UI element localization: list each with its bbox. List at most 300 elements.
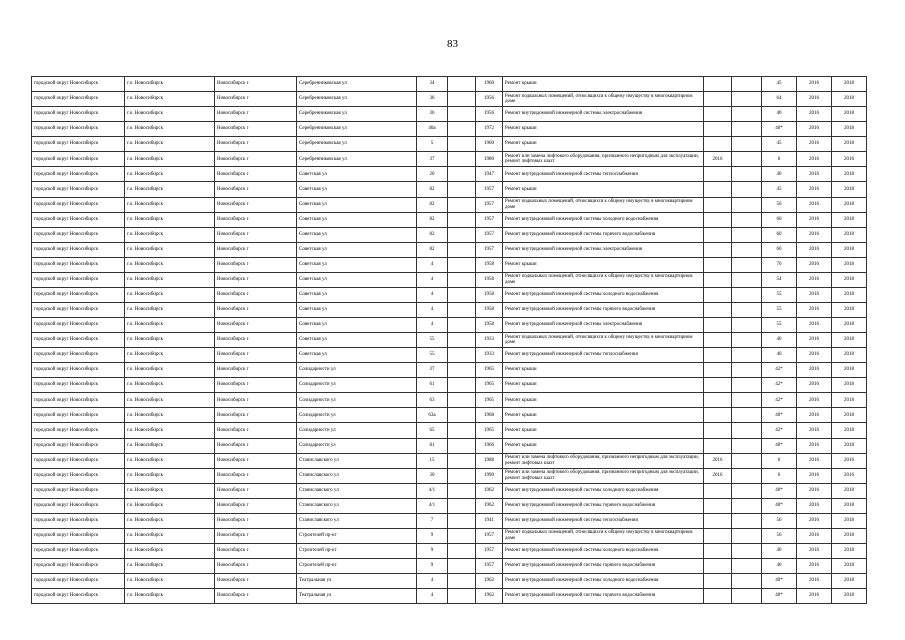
blank-cell bbox=[448, 423, 476, 438]
wear-percent-cell: 56 bbox=[762, 528, 797, 543]
work-type-cell: Ремонт крыши bbox=[503, 438, 704, 453]
work-type-cell: Ремонт или замена лифтового оборудования, признанного непригодным для эксплуатации, ремонт лифтовых шахт bbox=[503, 152, 704, 167]
locality-cell: Новосибирск г bbox=[215, 483, 297, 498]
plan-start-cell: 2016 bbox=[797, 528, 832, 543]
municipality-cell: городской округ Новосибирск bbox=[32, 408, 125, 423]
municipality-cell: городской округ Новосибирск bbox=[32, 212, 125, 227]
house-number-cell: 36 bbox=[417, 107, 448, 122]
street-cell: Советская ул bbox=[297, 348, 417, 363]
street-cell: Советская ул bbox=[297, 302, 417, 317]
lift-year-cell bbox=[704, 483, 732, 498]
district-cell: г.о. Новосибирск bbox=[125, 468, 215, 483]
street-cell: Советская ул bbox=[297, 318, 417, 333]
work-type-cell: Ремонт внутридомовой инженерной системы холодного водоснабжения bbox=[503, 483, 704, 498]
blank-cell-2 bbox=[732, 182, 762, 197]
plan-start-cell: 2016 bbox=[797, 77, 832, 92]
plan-start-cell: 2016 bbox=[797, 363, 832, 378]
blank-cell bbox=[448, 574, 476, 589]
lift-year-cell bbox=[704, 272, 732, 287]
blank-cell-2 bbox=[732, 468, 762, 483]
lift-year-cell bbox=[704, 242, 732, 257]
year-built-cell: 1957 bbox=[476, 212, 503, 227]
locality-cell: Новосибирск г bbox=[215, 77, 297, 92]
work-type-cell: Ремонт крыши bbox=[503, 257, 704, 272]
plan-end-cell: 2018 bbox=[832, 393, 867, 408]
locality-cell: Новосибирск г bbox=[215, 287, 297, 302]
year-built-cell: 1965 bbox=[476, 378, 503, 393]
table-row bbox=[32, 287, 867, 302]
lift-year-cell bbox=[704, 393, 732, 408]
municipality-cell: городской округ Новосибирск bbox=[32, 363, 125, 378]
house-number-cell: 4 bbox=[417, 302, 448, 317]
blank-cell bbox=[448, 333, 476, 348]
locality-cell: Новосибирск г bbox=[215, 559, 297, 574]
locality-cell: Новосибирск г bbox=[215, 302, 297, 317]
plan-end-cell: 2018 bbox=[832, 363, 867, 378]
street-cell: Советская ул bbox=[297, 272, 417, 287]
year-built-cell: 1933 bbox=[476, 348, 503, 363]
blank-cell-2 bbox=[732, 574, 762, 589]
work-type-cell: Ремонт внутридомовой инженерной системы холодного водоснабжения bbox=[503, 287, 704, 302]
locality-cell: Новосибирск г bbox=[215, 543, 297, 558]
house-number-cell: 4/1 bbox=[417, 483, 448, 498]
lift-year-cell bbox=[704, 438, 732, 453]
lift-year-cell bbox=[704, 92, 732, 107]
locality-cell: Новосибирск г bbox=[215, 393, 297, 408]
work-type-cell: Ремонт подвальных помещений, относящихся к общему имуществу в многоквартирном доме bbox=[503, 92, 704, 107]
blank-cell bbox=[448, 528, 476, 543]
wear-percent-cell: 40* bbox=[762, 483, 797, 498]
wear-percent-cell: 42* bbox=[762, 363, 797, 378]
house-number-cell: 65 bbox=[417, 423, 448, 438]
street-cell: Станиславского ул bbox=[297, 468, 417, 483]
street-cell: Советская ул bbox=[297, 182, 417, 197]
locality-cell: Новосибирск г bbox=[215, 92, 297, 107]
district-cell: г.о. Новосибирск bbox=[125, 287, 215, 302]
wear-percent-cell: 55 bbox=[762, 302, 797, 317]
year-built-cell: 1988 bbox=[476, 453, 503, 468]
plan-end-cell: 2018 bbox=[832, 408, 867, 423]
street-cell: Советская ул bbox=[297, 212, 417, 227]
street-cell: Серебренниковская ул bbox=[297, 122, 417, 137]
plan-start-cell: 2016 bbox=[797, 483, 832, 498]
blank-cell-2 bbox=[732, 257, 762, 272]
work-type-cell: Ремонт крыши bbox=[503, 122, 704, 137]
blank-cell bbox=[448, 77, 476, 92]
municipality-cell: городской округ Новосибирск bbox=[32, 167, 125, 182]
year-built-cell: 1960 bbox=[476, 77, 503, 92]
blank-cell-2 bbox=[732, 378, 762, 393]
locality-cell: Новосибирск г bbox=[215, 574, 297, 589]
table-row bbox=[32, 92, 867, 107]
street-cell: Станиславского ул bbox=[297, 483, 417, 498]
house-number-cell: 4 bbox=[417, 574, 448, 589]
plan-start-cell: 2016 bbox=[797, 453, 832, 468]
blank-cell-2 bbox=[732, 438, 762, 453]
work-type-cell: Ремонт подвальных помещений, относящихся к общему имуществу в многоквартирном доме bbox=[503, 528, 704, 543]
lift-year-cell bbox=[704, 543, 732, 558]
table-row bbox=[32, 438, 867, 453]
house-number-cell: 30 bbox=[417, 468, 448, 483]
plan-start-cell: 2016 bbox=[797, 513, 832, 528]
plan-end-cell: 2018 bbox=[832, 227, 867, 242]
plan-end-cell: 2016 bbox=[832, 152, 867, 167]
blank-cell-2 bbox=[732, 212, 762, 227]
lift-year-cell bbox=[704, 197, 732, 212]
blank-cell-2 bbox=[732, 122, 762, 137]
district-cell: г.о. Новосибирск bbox=[125, 227, 215, 242]
lift-year-cell bbox=[704, 137, 732, 152]
district-cell: г.о. Новосибирск bbox=[125, 423, 215, 438]
wear-percent-cell: 60 bbox=[762, 242, 797, 257]
plan-end-cell: 2018 bbox=[832, 197, 867, 212]
street-cell: Советская ул bbox=[297, 333, 417, 348]
year-built-cell: 1957 bbox=[476, 227, 503, 242]
house-number-cell: 20 bbox=[417, 167, 448, 182]
municipality-cell: городской округ Новосибирск bbox=[32, 574, 125, 589]
blank-cell bbox=[448, 498, 476, 513]
plan-end-cell: 2018 bbox=[832, 137, 867, 152]
wear-percent-cell: 45 bbox=[762, 77, 797, 92]
plan-start-cell: 2016 bbox=[797, 423, 832, 438]
plan-start-cell: 2016 bbox=[797, 543, 832, 558]
plan-start-cell: 2016 bbox=[797, 107, 832, 122]
blank-cell-2 bbox=[732, 242, 762, 257]
house-number-cell: 9 bbox=[417, 543, 448, 558]
blank-cell-2 bbox=[732, 302, 762, 317]
plan-start-cell: 2016 bbox=[797, 438, 832, 453]
lift-year-cell bbox=[704, 182, 732, 197]
year-built-cell: 1947 bbox=[476, 167, 503, 182]
table-row bbox=[32, 107, 867, 122]
table-row bbox=[32, 167, 867, 182]
district-cell: г.о. Новосибирск bbox=[125, 348, 215, 363]
plan-start-cell: 2016 bbox=[797, 468, 832, 483]
house-number-cell: 15 bbox=[417, 453, 448, 468]
plan-end-cell: 2018 bbox=[832, 589, 867, 604]
district-cell: г.о. Новосибирск bbox=[125, 302, 215, 317]
municipality-cell: городской округ Новосибирск bbox=[32, 468, 125, 483]
blank-cell-2 bbox=[732, 77, 762, 92]
house-number-cell: 4/1 bbox=[417, 498, 448, 513]
plan-end-cell: 2018 bbox=[832, 378, 867, 393]
year-built-cell: 1958 bbox=[476, 272, 503, 287]
table-row bbox=[32, 302, 867, 317]
year-built-cell: 1962 bbox=[476, 589, 503, 604]
district-cell: г.о. Новосибирск bbox=[125, 182, 215, 197]
blank-cell-2 bbox=[732, 197, 762, 212]
locality-cell: Новосибирск г bbox=[215, 408, 297, 423]
lift-year-cell: 2016 bbox=[704, 152, 732, 167]
wear-percent-cell: 40 bbox=[762, 348, 797, 363]
table-row bbox=[32, 378, 867, 393]
district-cell: г.о. Новосибирск bbox=[125, 453, 215, 468]
blank-cell-2 bbox=[732, 408, 762, 423]
plan-end-cell: 2018 bbox=[832, 92, 867, 107]
blank-cell bbox=[448, 137, 476, 152]
wear-percent-cell: 45 bbox=[762, 137, 797, 152]
lift-year-cell bbox=[704, 107, 732, 122]
wear-percent-cell: 40 bbox=[762, 543, 797, 558]
municipality-cell: городской округ Новосибирск bbox=[32, 528, 125, 543]
year-built-cell: 1962 bbox=[476, 483, 503, 498]
house-number-cell: 9 bbox=[417, 559, 448, 574]
wear-percent-cell: 64 bbox=[762, 92, 797, 107]
blank-cell-2 bbox=[732, 423, 762, 438]
wear-percent-cell: 60 bbox=[762, 212, 797, 227]
plan-end-cell: 2018 bbox=[832, 242, 867, 257]
street-cell: Советская ул bbox=[297, 242, 417, 257]
district-cell: г.о. Новосибирск bbox=[125, 498, 215, 513]
municipality-cell: городской округ Новосибирск bbox=[32, 227, 125, 242]
district-cell: г.о. Новосибирск bbox=[125, 152, 215, 167]
work-type-cell: Ремонт крыши bbox=[503, 137, 704, 152]
house-number-cell: 4 bbox=[417, 589, 448, 604]
plan-end-cell: 2018 bbox=[832, 528, 867, 543]
district-cell: г.о. Новосибирск bbox=[125, 318, 215, 333]
lift-year-cell bbox=[704, 559, 732, 574]
municipality-cell: городской округ Новосибирск bbox=[32, 242, 125, 257]
work-type-cell: Ремонт крыши bbox=[503, 423, 704, 438]
municipality-cell: городской округ Новосибирск bbox=[32, 483, 125, 498]
blank-cell-2 bbox=[732, 227, 762, 242]
district-cell: г.о. Новосибирск bbox=[125, 574, 215, 589]
plan-start-cell: 2016 bbox=[797, 302, 832, 317]
table-row bbox=[32, 423, 867, 438]
lift-year-cell: 2016 bbox=[704, 468, 732, 483]
blank-cell-2 bbox=[732, 107, 762, 122]
year-built-cell: 1957 bbox=[476, 197, 503, 212]
work-type-cell: Ремонт подвальных помещений, относящихся к общему имуществу в многоквартирном доме bbox=[503, 272, 704, 287]
locality-cell: Новосибирск г bbox=[215, 348, 297, 363]
district-cell: г.о. Новосибирск bbox=[125, 212, 215, 227]
municipality-cell: городской округ Новосибирск bbox=[32, 152, 125, 167]
locality-cell: Новосибирск г bbox=[215, 107, 297, 122]
work-type-cell: Ремонт крыши bbox=[503, 182, 704, 197]
district-cell: г.о. Новосибирск bbox=[125, 438, 215, 453]
plan-end-cell: 2018 bbox=[832, 257, 867, 272]
year-built-cell: 1965 bbox=[476, 393, 503, 408]
year-built-cell: 1960 bbox=[476, 137, 503, 152]
work-type-cell: Ремонт или замена лифтового оборудования, признанного непригодным для эксплуатации, ремонт лифтовых шахт bbox=[503, 468, 704, 483]
wear-percent-cell: 6 bbox=[762, 468, 797, 483]
locality-cell: Новосибирск г bbox=[215, 152, 297, 167]
plan-start-cell: 2016 bbox=[797, 137, 832, 152]
plan-end-cell: 2018 bbox=[832, 302, 867, 317]
table-row bbox=[32, 468, 867, 483]
blank-cell-2 bbox=[732, 152, 762, 167]
municipality-cell: городской округ Новосибирск bbox=[32, 589, 125, 604]
blank-cell-2 bbox=[732, 167, 762, 182]
house-number-cell: 9 bbox=[417, 528, 448, 543]
year-built-cell: 1965 bbox=[476, 423, 503, 438]
house-number-cell: 63а bbox=[417, 408, 448, 423]
locality-cell: Новосибирск г bbox=[215, 513, 297, 528]
wear-percent-cell: 56 bbox=[762, 197, 797, 212]
table-row bbox=[32, 589, 867, 604]
blank-cell-2 bbox=[732, 363, 762, 378]
year-built-cell: 1956 bbox=[476, 107, 503, 122]
street-cell: Советская ул bbox=[297, 257, 417, 272]
table-row bbox=[32, 182, 867, 197]
plan-end-cell: 2018 bbox=[832, 438, 867, 453]
locality-cell: Новосибирск г bbox=[215, 438, 297, 453]
street-cell: Солидарности ул bbox=[297, 408, 417, 423]
street-cell: Солидарности ул bbox=[297, 393, 417, 408]
blank-cell-2 bbox=[732, 483, 762, 498]
plan-end-cell: 2018 bbox=[832, 212, 867, 227]
lift-year-cell bbox=[704, 589, 732, 604]
blank-cell bbox=[448, 318, 476, 333]
blank-cell-2 bbox=[732, 559, 762, 574]
plan-end-cell: 2018 bbox=[832, 543, 867, 558]
blank-cell bbox=[448, 513, 476, 528]
work-type-cell: Ремонт внутридомовой инженерной системы теплоснабжения bbox=[503, 513, 704, 528]
wear-percent-cell: 40 bbox=[762, 333, 797, 348]
work-type-cell: Ремонт внутридомовой инженерной системы электроснабжения bbox=[503, 318, 704, 333]
plan-start-cell: 2016 bbox=[797, 92, 832, 107]
plan-end-cell: 2018 bbox=[832, 574, 867, 589]
lift-year-cell bbox=[704, 348, 732, 363]
locality-cell: Новосибирск г bbox=[215, 363, 297, 378]
plan-start-cell: 2016 bbox=[797, 589, 832, 604]
wear-percent-cell: 45 bbox=[762, 182, 797, 197]
work-type-cell: Ремонт крыши bbox=[503, 393, 704, 408]
wear-percent-cell: 55 bbox=[762, 318, 797, 333]
plan-end-cell: 2018 bbox=[832, 423, 867, 438]
locality-cell: Новосибирск г bbox=[215, 528, 297, 543]
house-number-cell: 7 bbox=[417, 513, 448, 528]
street-cell: Советская ул bbox=[297, 197, 417, 212]
wear-percent-cell: 40 bbox=[762, 559, 797, 574]
street-cell: Серебренниковская ул bbox=[297, 137, 417, 152]
year-built-cell: 1962 bbox=[476, 574, 503, 589]
district-cell: г.о. Новосибирск bbox=[125, 197, 215, 212]
table-row bbox=[32, 543, 867, 558]
locality-cell: Новосибирск г bbox=[215, 212, 297, 227]
lift-year-cell bbox=[704, 513, 732, 528]
plan-end-cell: 2016 bbox=[832, 468, 867, 483]
table-row bbox=[32, 453, 867, 468]
plan-start-cell: 2016 bbox=[797, 257, 832, 272]
district-cell: г.о. Новосибирск bbox=[125, 167, 215, 182]
locality-cell: Новосибирск г bbox=[215, 318, 297, 333]
blank-cell bbox=[448, 272, 476, 287]
house-number-cell: 82 bbox=[417, 197, 448, 212]
wear-percent-cell: 6 bbox=[762, 453, 797, 468]
locality-cell: Новосибирск г bbox=[215, 257, 297, 272]
municipality-cell: городской округ Новосибирск bbox=[32, 197, 125, 212]
municipality-cell: городской округ Новосибирск bbox=[32, 513, 125, 528]
plan-end-cell: 2018 bbox=[832, 318, 867, 333]
blank-cell-2 bbox=[732, 589, 762, 604]
plan-start-cell: 2016 bbox=[797, 152, 832, 167]
municipality-cell: городской округ Новосибирск bbox=[32, 302, 125, 317]
blank-cell bbox=[448, 483, 476, 498]
year-built-cell: 1933 bbox=[476, 333, 503, 348]
year-built-cell: 1980 bbox=[476, 152, 503, 167]
lift-year-cell bbox=[704, 122, 732, 137]
lift-year-cell bbox=[704, 167, 732, 182]
lift-year-cell bbox=[704, 363, 732, 378]
locality-cell: Новосибирск г bbox=[215, 197, 297, 212]
house-number-cell: 34 bbox=[417, 77, 448, 92]
wear-percent-cell: 42* bbox=[762, 378, 797, 393]
blank-cell-2 bbox=[732, 543, 762, 558]
table-row bbox=[32, 393, 867, 408]
locality-cell: Новосибирск г bbox=[215, 589, 297, 604]
blank-cell bbox=[448, 197, 476, 212]
blank-cell-2 bbox=[732, 453, 762, 468]
municipality-cell: городской округ Новосибирск bbox=[32, 77, 125, 92]
district-cell: г.о. Новосибирск bbox=[125, 363, 215, 378]
municipality-cell: городской округ Новосибирск bbox=[32, 333, 125, 348]
lift-year-cell bbox=[704, 408, 732, 423]
district-cell: г.о. Новосибирск bbox=[125, 333, 215, 348]
house-number-cell: 82 bbox=[417, 227, 448, 242]
plan-start-cell: 2016 bbox=[797, 227, 832, 242]
year-built-cell: 1958 bbox=[476, 318, 503, 333]
blank-cell-2 bbox=[732, 287, 762, 302]
plan-end-cell: 2018 bbox=[832, 513, 867, 528]
wear-percent-cell: 70 bbox=[762, 257, 797, 272]
plan-end-cell: 2018 bbox=[832, 167, 867, 182]
blank-cell bbox=[448, 287, 476, 302]
street-cell: Строителей пр-кт bbox=[297, 528, 417, 543]
street-cell: Солидарности ул bbox=[297, 363, 417, 378]
work-type-cell: Ремонт внутридомовой инженерной системы электроснабжения bbox=[503, 242, 704, 257]
year-built-cell: 1957 bbox=[476, 528, 503, 543]
table-row bbox=[32, 574, 867, 589]
district-cell: г.о. Новосибирск bbox=[125, 137, 215, 152]
street-cell: Солидарности ул bbox=[297, 378, 417, 393]
lift-year-cell bbox=[704, 302, 732, 317]
blank-cell bbox=[448, 453, 476, 468]
municipality-cell: городской округ Новосибирск bbox=[32, 393, 125, 408]
house-number-cell: 37 bbox=[417, 363, 448, 378]
work-type-cell: Ремонт внутридомовой инженерной системы горячего водоснабжения bbox=[503, 498, 704, 513]
wear-percent-cell: 40 bbox=[762, 167, 797, 182]
street-cell: Станиславского ул bbox=[297, 498, 417, 513]
work-type-cell: Ремонт крыши bbox=[503, 77, 704, 92]
wear-percent-cell: 60 bbox=[762, 227, 797, 242]
locality-cell: Новосибирск г bbox=[215, 423, 297, 438]
table-row bbox=[32, 528, 867, 543]
year-built-cell: 1968 bbox=[476, 408, 503, 423]
work-type-cell: Ремонт внутридомовой инженерной системы горячего водоснабжения bbox=[503, 559, 704, 574]
district-cell: г.о. Новосибирск bbox=[125, 483, 215, 498]
plan-end-cell: 2016 bbox=[832, 453, 867, 468]
street-cell: Станиславского ул bbox=[297, 513, 417, 528]
blank-cell bbox=[448, 438, 476, 453]
blank-cell bbox=[448, 107, 476, 122]
blank-cell bbox=[448, 363, 476, 378]
table-row bbox=[32, 483, 867, 498]
table-row bbox=[32, 77, 867, 92]
table-row bbox=[32, 513, 867, 528]
blank-cell bbox=[448, 589, 476, 604]
plan-end-cell: 2018 bbox=[832, 77, 867, 92]
blank-cell bbox=[448, 559, 476, 574]
lift-year-cell bbox=[704, 333, 732, 348]
blank-cell bbox=[448, 302, 476, 317]
municipality-cell: городской округ Новосибирск bbox=[32, 272, 125, 287]
blank-cell-2 bbox=[732, 513, 762, 528]
locality-cell: Новосибирск г bbox=[215, 453, 297, 468]
plan-end-cell: 2018 bbox=[832, 122, 867, 137]
work-type-cell: Ремонт подвальных помещений, относящихся к общему имуществу в многоквартирном доме bbox=[503, 333, 704, 348]
locality-cell: Новосибирск г bbox=[215, 182, 297, 197]
